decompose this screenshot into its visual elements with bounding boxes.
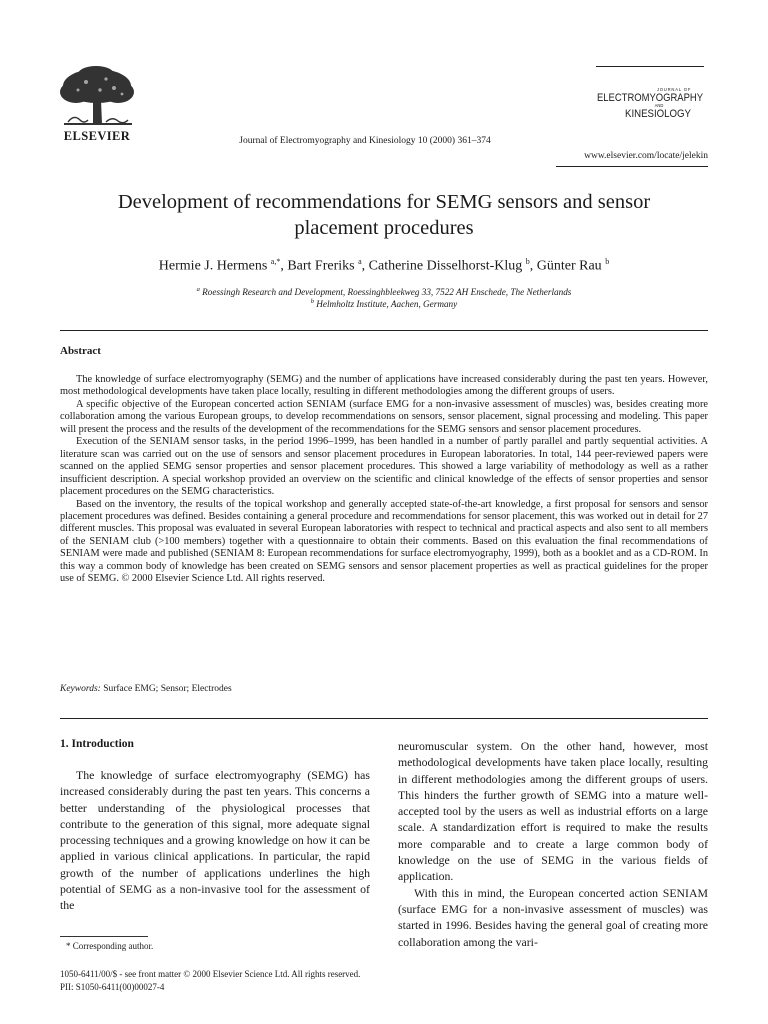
publisher-name: ELSEVIER (63, 129, 131, 143)
body-paragraph: The knowledge of surface electromyography (SEMG) has increased considerably during the past ten years. This concerns a better understanding of the physiological processes that contribute to the generation of this signal, more adequate signal processing techniques and a growing knowledge on how it can be applied in various clinical applications. In particular, the rapid growth of the number of applications underlines the high potential of SEMG as a non-invasive tool for the assessment of the (60, 768, 370, 913)
journal-citation: Journal of Electromyography and Kinesiology 10 (2000) 361–374 (239, 136, 491, 146)
section-heading: 1. Introduction (60, 738, 134, 750)
keywords-text: Surface EMG; Sensor; Electrodes (103, 684, 232, 694)
body-paragraph: neuromuscular system. On the other hand, however, most methodological developments have taken place locally, resulting in different methodologies among the different groups of users. This hinders the further growth of SEMG into a mature well-accepted tool by the users as well as industrial efforts on a large scale. A standardization effort is required to make the results more comparable and to create a large common body of knowledge on the use of SEMG in the various fields of application. (398, 739, 708, 884)
keywords-label: Keywords: (60, 684, 101, 694)
journal-logo-line-journal-of: JOURNAL OF (656, 87, 692, 92)
elsevier-tree-logo-icon (56, 66, 138, 128)
footnote: * Corresponding author. (66, 941, 154, 951)
author-name: Bart Freriks (287, 258, 355, 274)
affiliation-text: Helmholtz Institute, Aachen, Germany (316, 299, 458, 310)
abstract-paragraph: A specific objective of the European concerted action SENIAM (surface EMG for a non-invasive assessment of muscles) was, besides creating more collaboration among the various European groups, to develop recommendations on sensors, sensor placement, signal processing and modeling. This paper will present the process and the results of the development of the recommendations for the SEMG sensors and sensor placement procedures. (60, 398, 708, 435)
header-rule (556, 166, 708, 167)
section-divider (60, 718, 708, 719)
affiliation-text: Roessingh Research and Development, Roessinghbleekweg 33, 7522 AH Enschede, The Netherlands (202, 287, 572, 298)
section-divider (60, 330, 708, 331)
body-paragraph: With this in mind, the European concerted action SENIAM (surface EMG for a non-invasive assessment of muscles) was started in 1996. Besides having the general goal of creating more collaboration among the vari- (398, 885, 708, 949)
journal-logo-rule (596, 66, 704, 67)
keywords (60, 684, 708, 694)
author-affiliation-mark: a,* (270, 257, 281, 266)
footnote-rule (60, 936, 148, 937)
journal-url[interactable]: www.elsevier.com/locate/jelekin (584, 151, 708, 161)
abstract-paragraph: Execution of the SENIAM sensor tasks, in the period 1996–1999, has been handled in a number of partly parallel and partly sequential activities. A literature scan was carried out on the use of sensors and sensor placement procedures in European laboratories. In total, 144 peer-reviewed papers were scanned on the applied SEMG sensor properties and sensor placement procedures. This showed a large variability of methodology as well as a rather insufficient description. A special workshop provided an overview on the scientific and clinical knowledge of the effects of sensor properties and sensor placement procedures on the SEMG characteristics. (60, 436, 708, 498)
journal-logo-line-2: KINESIOLOGY (625, 108, 692, 120)
author-affiliation-mark: a (358, 257, 362, 266)
abstract-heading: Abstract (60, 345, 101, 357)
author-affiliation-mark: b (605, 257, 610, 266)
author-name: Catherine Disselhorst-Klug (368, 258, 523, 274)
body-column-left (60, 767, 370, 914)
affiliation (60, 298, 708, 309)
footer-pii-line: PII: S1050-6411(00)00027-4 (60, 982, 165, 992)
affiliation-mark: b (310, 298, 314, 305)
author-name: Hermie J. Hermens (158, 258, 268, 274)
body-column-right (398, 738, 708, 950)
affiliation (60, 286, 708, 297)
footer-issn-line: 1050-6411/00/$ - see front matter © 2000 Elsevier Science Ltd. All rights reserved. (60, 969, 361, 979)
author-name: Günter Rau (536, 258, 602, 274)
paper-title (60, 189, 708, 241)
affiliation-mark: a (196, 286, 200, 293)
paper-title-line-1: Development of recommendations for SEMG sensors and sensor (117, 191, 651, 213)
abstract-paragraph: Based on the inventory, the results of the topical workshop and generally accepted state-of-the-art knowledge, a first proposal for sensors and sensor placement procedures was defined. Besides containing a general procedure and recommendations for sensor placement, this was worked out in detail for 27 different muscles. This proposal was evaluated in several European laboratories with respect to technical and practical aspects and also sent to all members of the SENIAM club (>100 members) together with a questionnaire to obtain their comments. Based on this evaluation the final recommendations of SENIAM were made and published (SENIAM 8: European recommendations for surface electromyography, 1999), both as a booklet and as a CD-ROM. In this way a common body of knowledge has been created on SEMG sensors and sensor placement properties as well as practical guidelines for the proper use of SEMG. © 2000 Elsevier Science Ltd. All rights reserved. (60, 498, 708, 585)
journal-logo (596, 86, 704, 122)
abstract-paragraph: The knowledge of surface electromyography (SEMG) and the number of applications have increased considerably during the past ten years. However, most methodological developments have taken place locally, resulting in different methodologies among the different groups of users. (60, 374, 708, 398)
author-affiliation-mark: b (525, 257, 530, 266)
journal-logo-line-and: AND (654, 103, 664, 108)
journal-logo-line-1: ELECTROMYOGRAPHY (597, 92, 704, 104)
paper-title-line-2: placement procedures (294, 217, 474, 239)
author-list: Hermie J. Hermens $^{a,*}$, Bart Freriks $^a$, Catherine Disselhorst-Klug $^b$, Günter Rau $^b$ (158, 257, 610, 274)
abstract-body (60, 374, 708, 586)
